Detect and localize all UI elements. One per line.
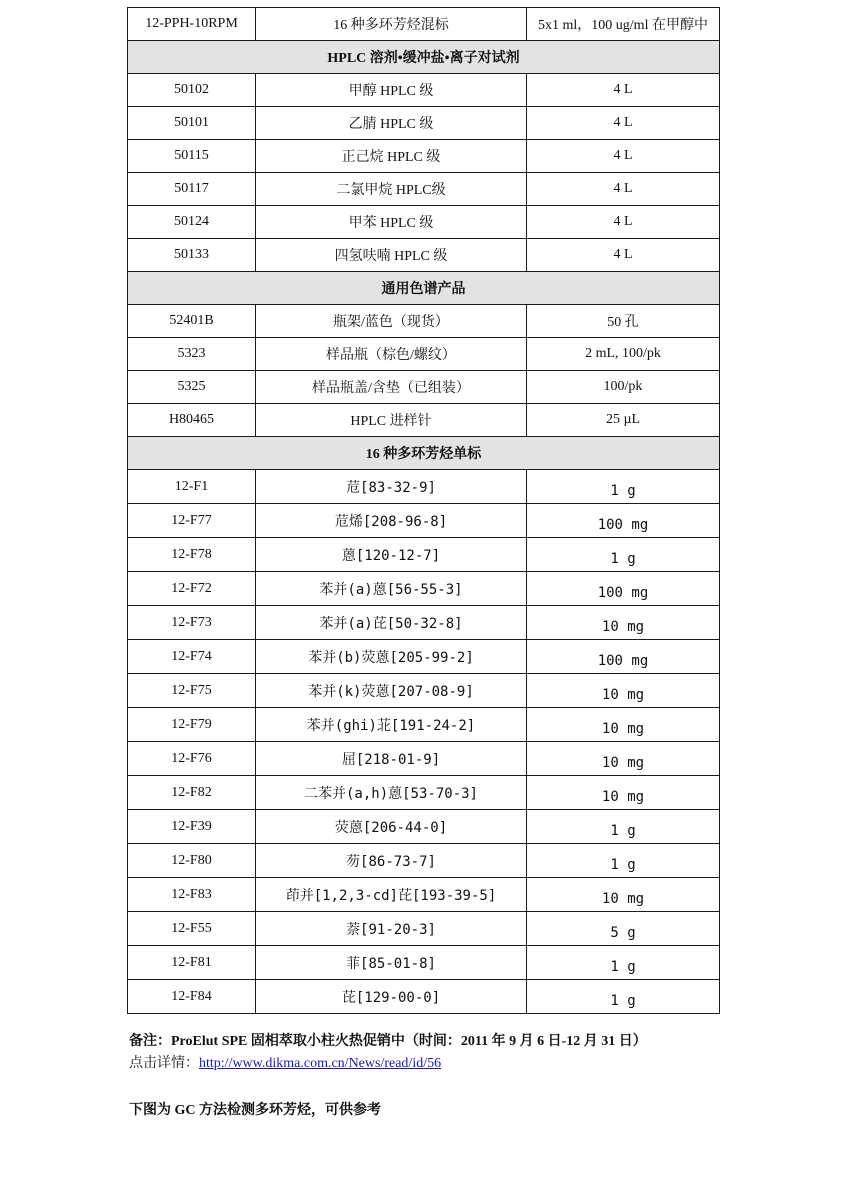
product-name: 苯并(a)蒽[56-55-3] bbox=[256, 572, 527, 606]
product-code: 50101 bbox=[128, 107, 256, 140]
product-spec: 10 mg bbox=[527, 674, 720, 708]
table-row bbox=[128, 878, 720, 912]
section-title: HPLC 溶剂•缓冲盐•离子对试剂 bbox=[128, 41, 720, 74]
details-label: 点击详情： bbox=[129, 1056, 199, 1071]
table-row bbox=[128, 776, 720, 810]
table-row bbox=[128, 74, 720, 107]
table-row bbox=[128, 239, 720, 272]
product-spec: 100 mg bbox=[527, 640, 720, 674]
table-row bbox=[128, 371, 720, 404]
product-name: 二苯并(a,h)蒽[53-70-3] bbox=[256, 776, 527, 810]
table-row bbox=[128, 572, 720, 606]
product-code: 50133 bbox=[128, 239, 256, 272]
table-row bbox=[128, 8, 720, 41]
product-spec: 1 g bbox=[527, 810, 720, 844]
product-code: 12-F83 bbox=[128, 878, 256, 912]
table-row bbox=[128, 305, 720, 338]
product-spec: 1 g bbox=[527, 946, 720, 980]
table-row bbox=[128, 980, 720, 1014]
product-code: 50115 bbox=[128, 140, 256, 173]
product-spec: 5 g bbox=[527, 912, 720, 946]
product-name: 蒽[120-12-7] bbox=[256, 538, 527, 572]
table-row bbox=[128, 338, 720, 371]
table-row bbox=[128, 404, 720, 437]
section-title: 16 种多环芳烃单标 bbox=[128, 437, 720, 470]
product-name: 四氢呋喃 HPLC 级 bbox=[256, 239, 527, 272]
product-name: 荧蒽[206-44-0] bbox=[256, 810, 527, 844]
product-spec: 1 g bbox=[527, 980, 720, 1014]
product-name: 甲苯 HPLC 级 bbox=[256, 206, 527, 239]
product-name: 苯并(ghi)苝[191-24-2] bbox=[256, 708, 527, 742]
section-header-row bbox=[128, 41, 720, 74]
figure-caption: 下图为 GC 方法检测多环芳烃，可供参考 bbox=[129, 1103, 381, 1118]
product-name: 苯并(b)荧蒽[205-99-2] bbox=[256, 640, 527, 674]
product-spec: 100/pk bbox=[527, 371, 720, 404]
product-spec: 4 L bbox=[527, 140, 720, 173]
table-row bbox=[128, 708, 720, 742]
product-spec: 4 L bbox=[527, 107, 720, 140]
product-spec: 10 mg bbox=[527, 776, 720, 810]
details-link[interactable]: http://www.dikma.com.cn/News/read/id/56 bbox=[199, 1056, 442, 1071]
product-code: 50124 bbox=[128, 206, 256, 239]
product-code: 5323 bbox=[128, 338, 256, 371]
section-header-row bbox=[128, 272, 720, 305]
product-spec: 4 L bbox=[527, 173, 720, 206]
table-row bbox=[128, 810, 720, 844]
product-name: 二氯甲烷 HPLC级 bbox=[256, 173, 527, 206]
section-header-row bbox=[128, 437, 720, 470]
table-row bbox=[128, 912, 720, 946]
product-code: 12-F72 bbox=[128, 572, 256, 606]
details-line bbox=[129, 1053, 647, 1075]
product-spec: 1 g bbox=[527, 470, 720, 504]
table-row bbox=[128, 674, 720, 708]
table-row bbox=[128, 742, 720, 776]
product-name: 菲[85-01-8] bbox=[256, 946, 527, 980]
product-code: 52401B bbox=[128, 305, 256, 338]
product-code: 12-F74 bbox=[128, 640, 256, 674]
product-name: 瓶架/蓝色（现货） bbox=[256, 305, 527, 338]
product-code: 5325 bbox=[128, 371, 256, 404]
product-spec: 4 L bbox=[527, 206, 720, 239]
table-row bbox=[128, 946, 720, 980]
product-code: 12-F82 bbox=[128, 776, 256, 810]
product-name: 乙腈 HPLC 级 bbox=[256, 107, 527, 140]
promo-note: 备注：ProElut SPE 固相萃取小柱火热促销中（时间：2011 年 9 月 6 日-12 月 31 日） bbox=[129, 1034, 647, 1049]
product-name: 甲醇 HPLC 级 bbox=[256, 74, 527, 107]
product-code: 12-F76 bbox=[128, 742, 256, 776]
table-row bbox=[128, 107, 720, 140]
product-spec: 1 g bbox=[527, 538, 720, 572]
product-name: 16 种多环芳烃混标 bbox=[256, 8, 527, 41]
table-row bbox=[128, 470, 720, 504]
product-name: 样品瓶（棕色/螺纹） bbox=[256, 338, 527, 371]
product-code: 12-F80 bbox=[128, 844, 256, 878]
table-row bbox=[128, 606, 720, 640]
product-spec: 25 µL bbox=[527, 404, 720, 437]
product-code: 12-F77 bbox=[128, 504, 256, 538]
product-name: 茚并[1,2,3-cd]芘[193-39-5] bbox=[256, 878, 527, 912]
product-name: 芘[129-00-0] bbox=[256, 980, 527, 1014]
product-spec: 100 mg bbox=[527, 504, 720, 538]
table-row bbox=[128, 206, 720, 239]
product-name: 苯并(k)荧蒽[207-08-9] bbox=[256, 674, 527, 708]
product-code: 12-F39 bbox=[128, 810, 256, 844]
product-code: 12-F55 bbox=[128, 912, 256, 946]
table-row bbox=[128, 140, 720, 173]
notes bbox=[129, 1031, 647, 1075]
product-spec: 10 mg bbox=[527, 742, 720, 776]
product-name: 芴[86-73-7] bbox=[256, 844, 527, 878]
product-code: 12-F1 bbox=[128, 470, 256, 504]
product-spec: 4 L bbox=[527, 74, 720, 107]
product-spec: 2 mL, 100/pk bbox=[527, 338, 720, 371]
product-spec: 10 mg bbox=[527, 606, 720, 640]
product-code: 12-F73 bbox=[128, 606, 256, 640]
product-name: 苊[83-32-9] bbox=[256, 470, 527, 504]
section-title: 通用色谱产品 bbox=[128, 272, 720, 305]
product-name: 萘[91-20-3] bbox=[256, 912, 527, 946]
product-code: H80465 bbox=[128, 404, 256, 437]
product-table bbox=[127, 7, 720, 1014]
product-name: 屈[218-01-9] bbox=[256, 742, 527, 776]
product-name: 苯并(a)芘[50-32-8] bbox=[256, 606, 527, 640]
product-spec: 5x1 ml，100 ug/ml 在甲醇中 bbox=[527, 8, 720, 41]
product-code: 12-PPH-10RPM bbox=[128, 8, 256, 41]
product-spec: 50 孔 bbox=[527, 305, 720, 338]
product-code: 12-F75 bbox=[128, 674, 256, 708]
product-name: 样品瓶盖/含垫（已组装） bbox=[256, 371, 527, 404]
product-name: 正己烷 HPLC 级 bbox=[256, 140, 527, 173]
product-name: 苊烯[208-96-8] bbox=[256, 504, 527, 538]
table-row bbox=[128, 640, 720, 674]
table-row bbox=[128, 504, 720, 538]
product-spec: 4 L bbox=[527, 239, 720, 272]
product-spec: 1 g bbox=[527, 844, 720, 878]
product-code: 12-F79 bbox=[128, 708, 256, 742]
product-code: 50117 bbox=[128, 173, 256, 206]
product-name: HPLC 进样针 bbox=[256, 404, 527, 437]
product-spec: 100 mg bbox=[527, 572, 720, 606]
product-code: 12-F81 bbox=[128, 946, 256, 980]
product-code: 12-F84 bbox=[128, 980, 256, 1014]
table-row bbox=[128, 538, 720, 572]
product-code: 12-F78 bbox=[128, 538, 256, 572]
product-spec: 10 mg bbox=[527, 878, 720, 912]
product-spec: 10 mg bbox=[527, 708, 720, 742]
product-code: 50102 bbox=[128, 74, 256, 107]
table-row bbox=[128, 844, 720, 878]
table-row bbox=[128, 173, 720, 206]
